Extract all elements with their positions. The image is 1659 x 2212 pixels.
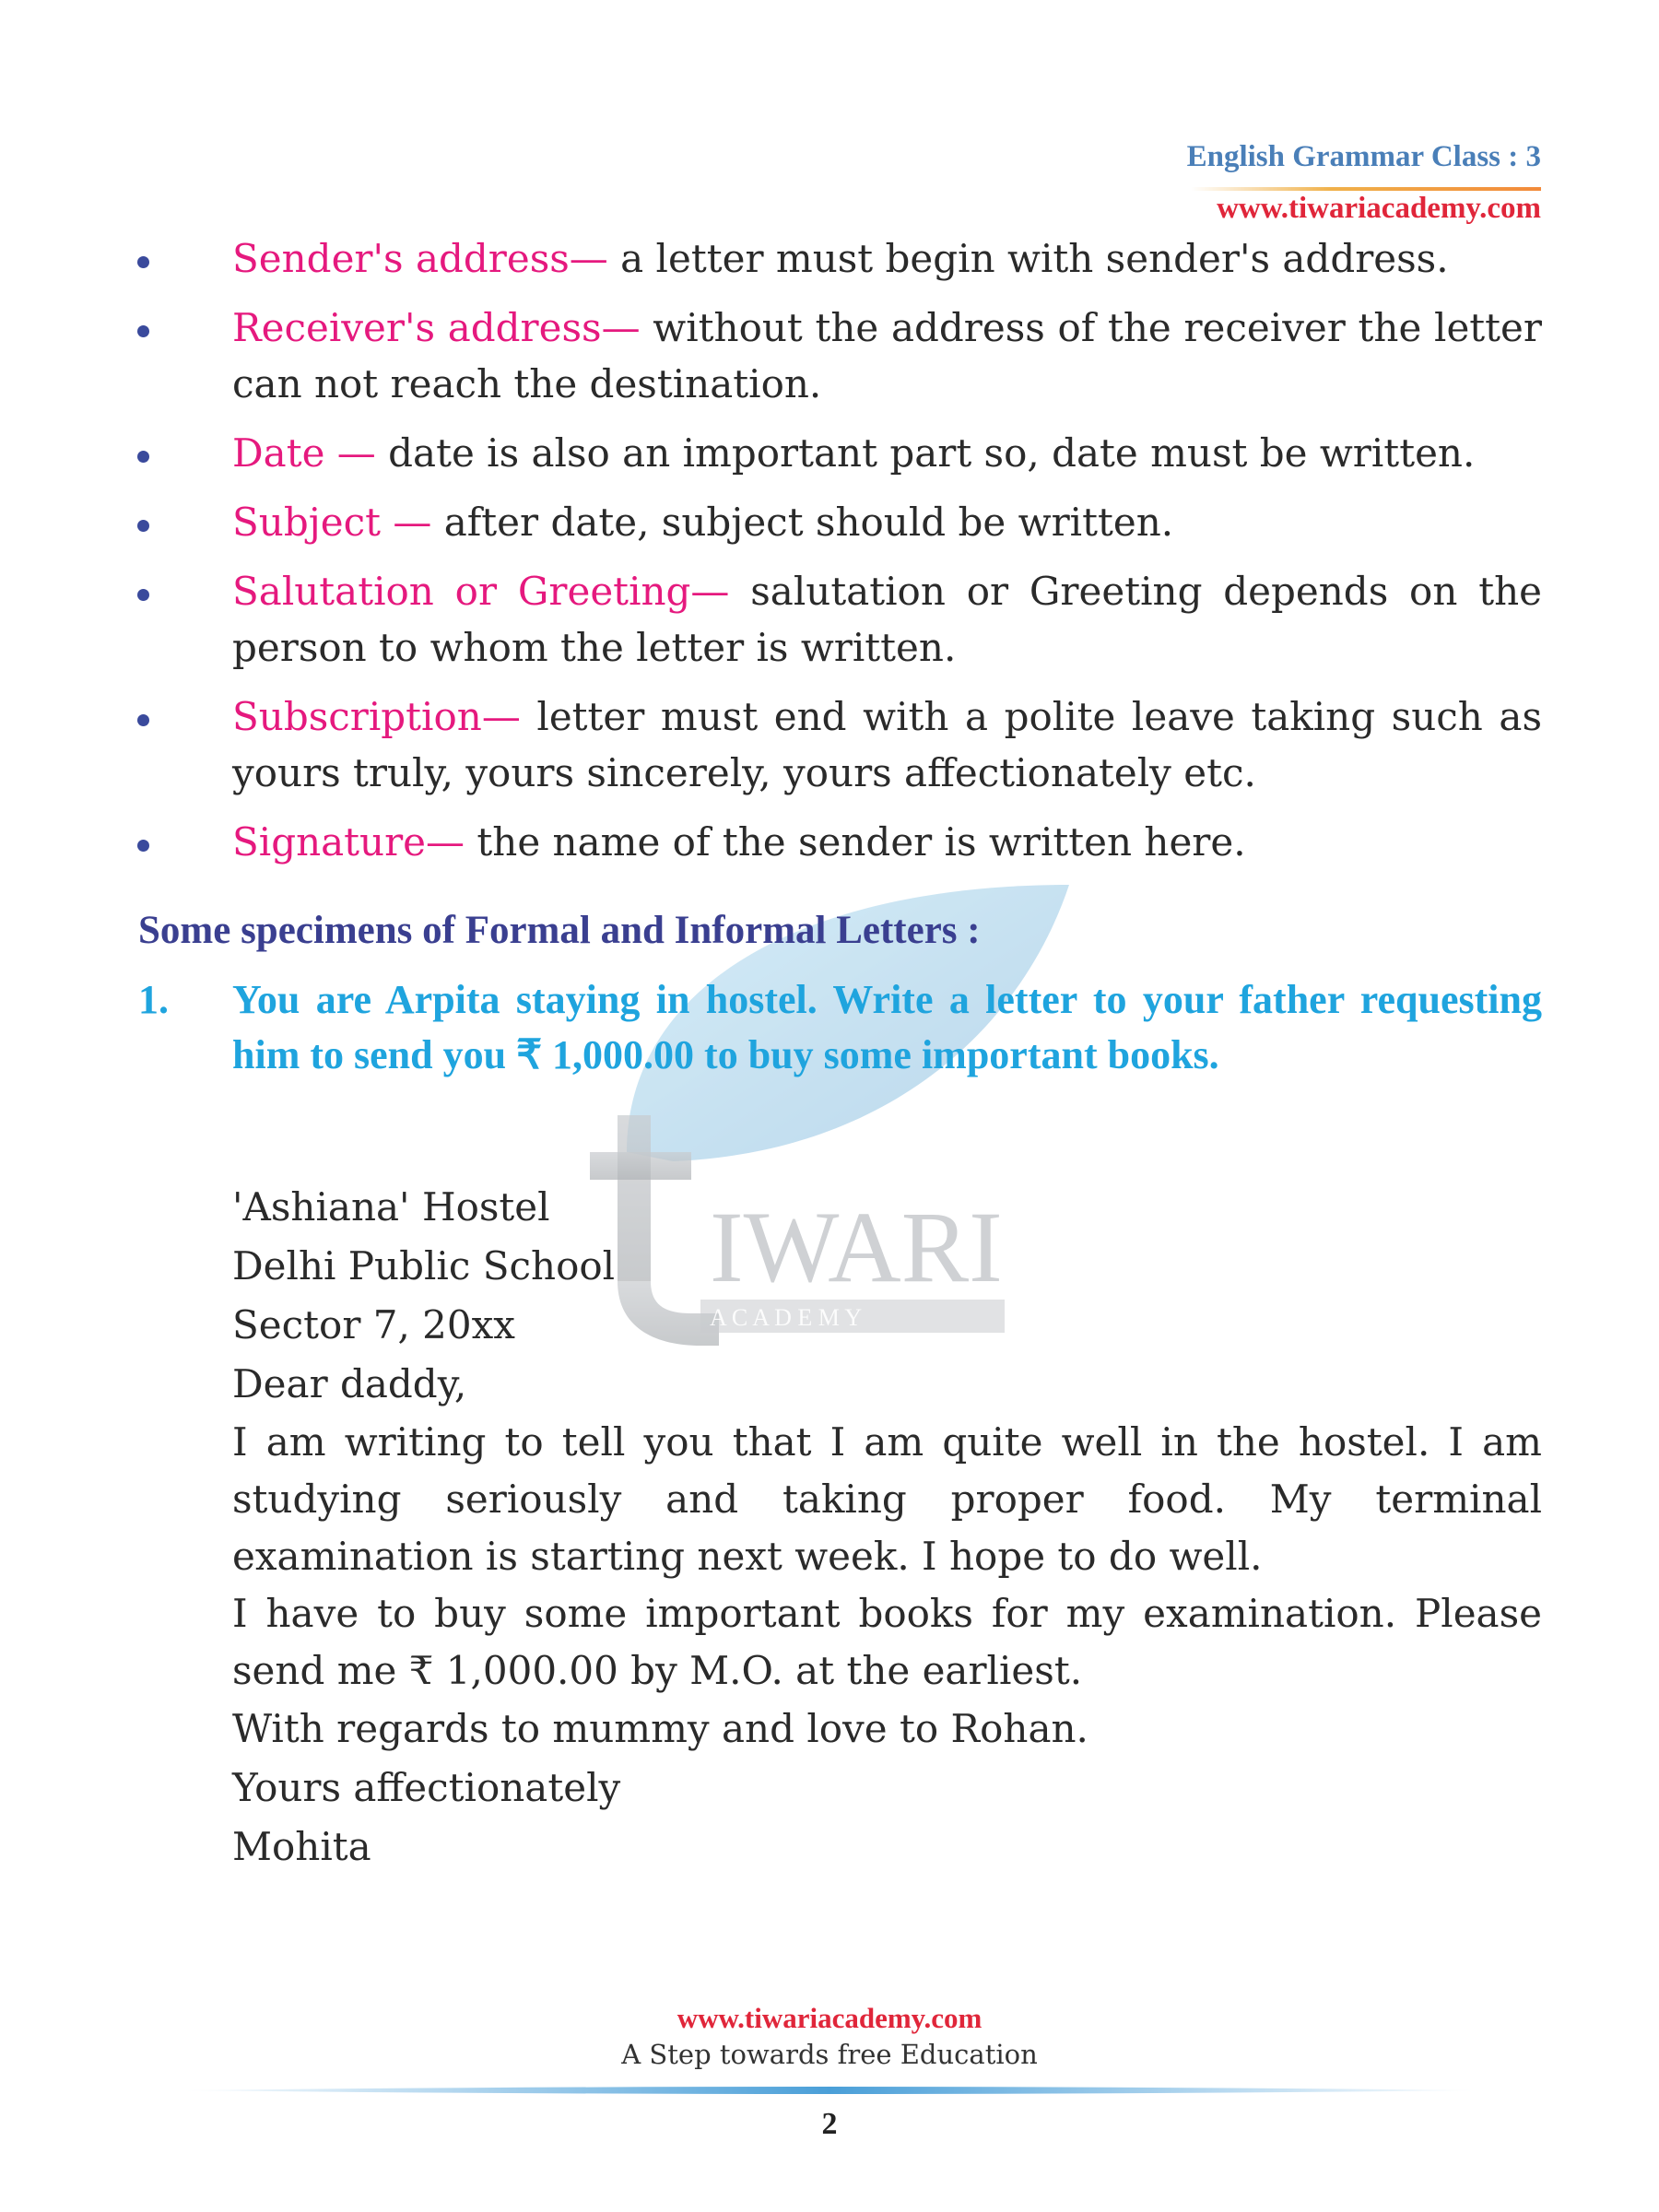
- sender-address-line: 'Ashiana' Hostel: [232, 1184, 550, 1230]
- term-label: Signature—: [232, 819, 465, 865]
- watermark-main-text: IWARI: [710, 1191, 1003, 1303]
- bullet-icon: [137, 840, 149, 852]
- list-item: [134, 563, 1542, 676]
- list-item: [134, 688, 1542, 801]
- sender-address-line: Delhi Public School: [232, 1243, 616, 1288]
- bullet-icon: [137, 256, 149, 268]
- term-description: a letter must begin with sender's address.: [607, 236, 1449, 281]
- list-item: [134, 230, 1542, 287]
- term-label: Salutation or Greeting—: [232, 569, 730, 614]
- list-item: [134, 425, 1542, 481]
- bullet-icon: [137, 589, 149, 601]
- term-label: Sender's address—: [232, 236, 608, 281]
- term-description: after date, subject should be written.: [431, 500, 1174, 545]
- term-label: Date —: [232, 430, 376, 476]
- letter-paragraph: With regards to mummy and love to Rohan.: [232, 1706, 1088, 1751]
- bullet-icon: [137, 451, 149, 463]
- term-description: the name of the sender is written here.: [465, 819, 1246, 865]
- page-number: 2: [821, 2107, 838, 2141]
- bullet-icon: [137, 520, 149, 532]
- term-description: date is also an important part so, date must be written.: [375, 430, 1476, 476]
- term-description: letter must end with a polite leave taking such as yours truly, yours sincerely, yours affectionately etc.: [232, 694, 1542, 795]
- letter-signature: Mohita: [232, 1824, 371, 1869]
- watermark-sub-text: A C A D E M Y: [710, 1304, 863, 1331]
- letter-paragraph: I have to buy some important books for my examination. Please send me ₹ 1,000.00 by M.O. at the earliest.: [232, 1591, 1542, 1693]
- letter-salutation: Dear daddy,: [232, 1361, 467, 1406]
- list-item: [134, 814, 1542, 870]
- header-url[interactable]: www.tiwariacademy.com: [1217, 192, 1541, 225]
- question-text: You are Arpita staying in hostel. Write a letter to your father requesting him to send you ₹ 1,000.00 to buy some important books.: [232, 977, 1542, 1077]
- letter-parts-list: [134, 230, 1542, 883]
- term-description: salutation or Greeting depends on the person to whom the letter is written.: [232, 569, 1542, 670]
- term-description: without the address of the receiver the letter can not reach the destination.: [232, 305, 1542, 406]
- term-label: Subscription—: [232, 694, 521, 739]
- footer-divider: [180, 2085, 1479, 2096]
- question-number: 1.: [138, 977, 169, 1022]
- header-divider: [1191, 187, 1541, 191]
- specimens-heading: Some specimens of Formal and Informal Letters :: [138, 909, 981, 952]
- letter-closing: Yours affectionately: [232, 1765, 621, 1810]
- bullet-icon: [137, 325, 149, 337]
- bullet-icon: [137, 714, 149, 726]
- sender-address-line: Sector 7, 20xx: [232, 1302, 515, 1347]
- term-label: Subject —: [232, 500, 432, 545]
- footer-tagline: A Step towards free Education: [621, 2039, 1038, 2070]
- header-title: English Grammar Class : 3: [1186, 140, 1541, 173]
- letter-body: [232, 1178, 1542, 1877]
- question: [138, 972, 1542, 1083]
- term-label: Receiver's address—: [232, 305, 641, 350]
- list-item: [134, 300, 1542, 412]
- footer-url[interactable]: www.tiwariacademy.com: [677, 2002, 982, 2034]
- list-item: [134, 494, 1542, 550]
- letter-paragraph: I am writing to tell you that I am quite well in the hostel. I am studying seriously and taking proper food. My terminal examination is starting next week. I hope to do well.: [232, 1419, 1542, 1579]
